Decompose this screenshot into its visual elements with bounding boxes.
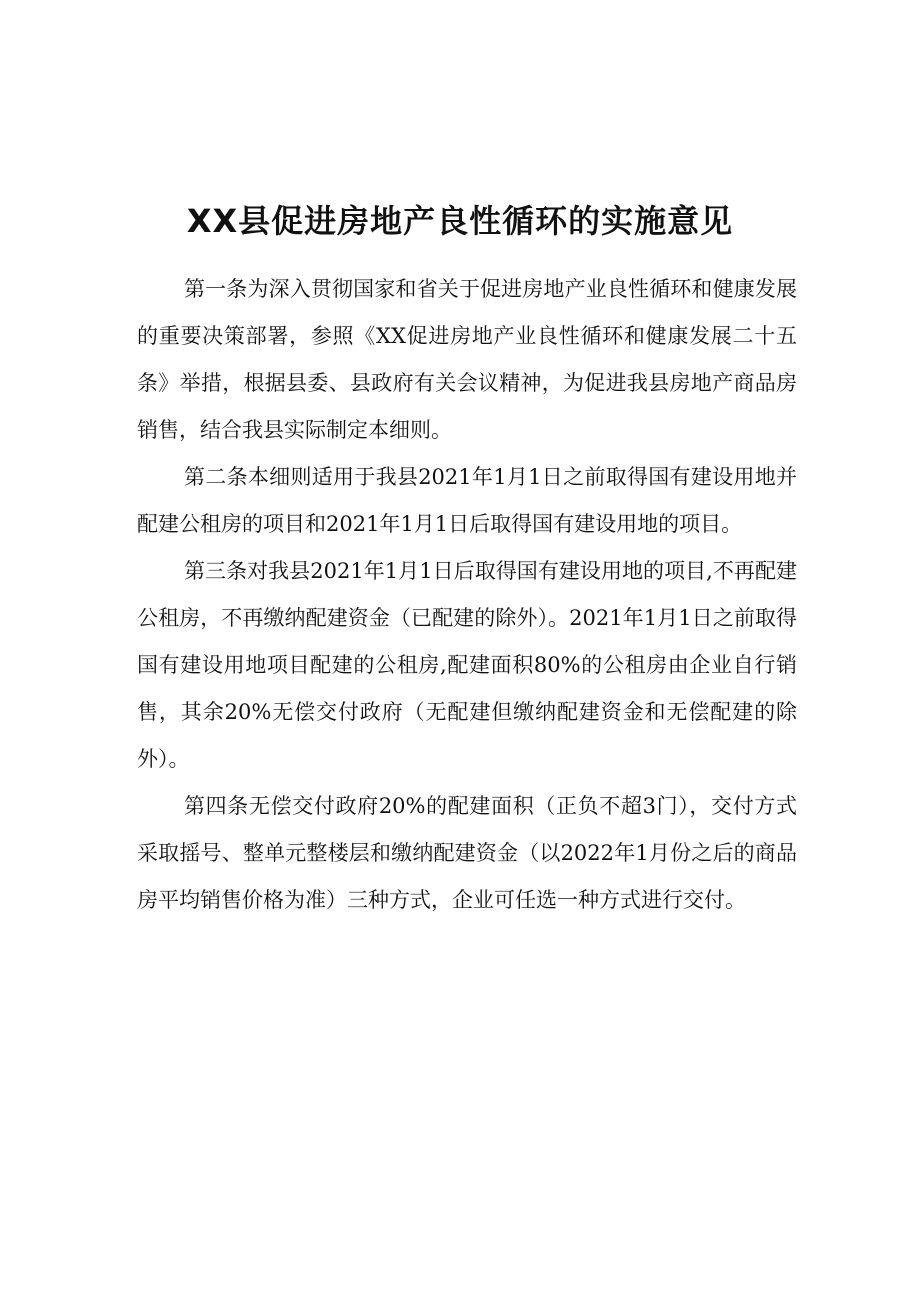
article-4-paragraph: 第四条无偿交付政府20%的配建面积（正负不超3门），交付方式采取摇号、整单元整楼层和缴纳配建资金（以2022年1月份之后的商品房平均销售价格为准）三种方式，企业可任选一种方式进行交付。	[137, 794, 797, 912]
document-body	[137, 266, 797, 924]
article-3-paragraph: 第三条对我县2021年1月1日后取得国有建设用地的项目,不再配建公租房，不再缴纳配建资金（已配建的除外）。2021年1月1日之前取得国有建设用地项目配建的公租房,配建面积80%的公租房由企业自行销售，其余20%无偿交付政府（无配建但缴纳配建资金和无偿配建的除外）。	[137, 559, 797, 771]
document-title: XX县促进房地产良性循环的实施意见	[186, 202, 734, 241]
article-1-paragraph: 第一条为深入贯彻国家和省关于促进房地产业良性循环和健康发展的重要决策部署，参照《XX促进房地产业良性循环和健康发展二十五条》举措，根据县委、县政府有关会议精神，为促进我县房地产商品房销售，结合我县实际制定本细则。	[137, 277, 797, 442]
article-2-paragraph: 第二条本细则适用于我县2021年1月1日之前取得国有建设用地并配建公租房的项目和2021年1月1日后取得国有建设用地的项目。	[137, 465, 797, 536]
